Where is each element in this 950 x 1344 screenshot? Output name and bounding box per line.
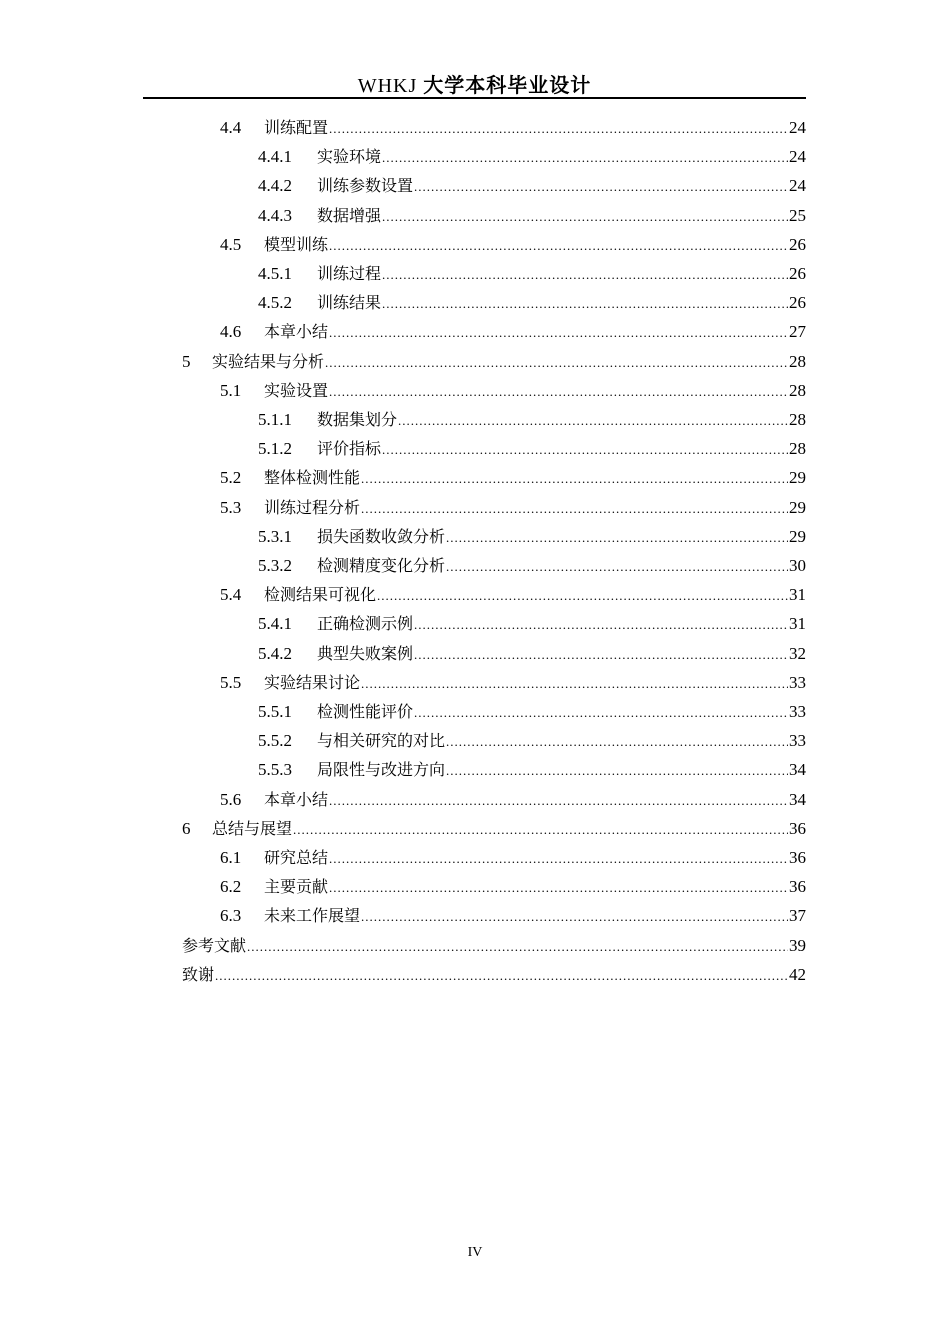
toc-entry-page: 32 xyxy=(789,643,806,663)
toc-entry[interactable] xyxy=(220,463,806,492)
toc-entry-page: 33 xyxy=(789,731,806,751)
toc-dot-leader xyxy=(329,844,788,873)
toc-entry[interactable] xyxy=(258,522,806,551)
toc-entry-number: 4.4.3 xyxy=(258,205,292,225)
toc-dot-leader xyxy=(325,348,788,377)
toc-entry-page: 33 xyxy=(789,702,806,721)
toc-dot-leader xyxy=(414,640,788,669)
toc-entry-number: 5.1 xyxy=(220,380,242,400)
toc-entry-title: 实验结果讨论 xyxy=(264,672,361,692)
toc-entry[interactable] xyxy=(220,376,806,405)
toc-entry-title: 局限性与改进方向 xyxy=(317,760,446,780)
toc-entry-page: 26 xyxy=(789,234,806,254)
toc-entry-page: 28 xyxy=(789,439,806,459)
toc-entry-number: 4.5 xyxy=(220,234,242,254)
toc-entry-title: 未来工作展望 xyxy=(264,906,361,926)
toc-entry-page: 36 xyxy=(789,877,806,897)
toc-entry-number: 5.5.1 xyxy=(258,702,292,721)
toc-entry-title: 检测性能评价 xyxy=(317,702,414,721)
toc-entry[interactable] xyxy=(182,814,806,843)
toc-entry-number: 4.4.1 xyxy=(258,147,292,167)
toc-entry-page: 29 xyxy=(789,526,806,546)
toc-entry-page: 28 xyxy=(789,351,806,371)
toc-dot-leader xyxy=(329,786,788,815)
header-title: 大学本科毕业设计 xyxy=(423,73,592,97)
toc-entry-number: 4.4 xyxy=(220,118,242,137)
toc-dot-leader xyxy=(382,435,788,464)
toc-entry-number: 6.3 xyxy=(220,906,242,926)
toc-entry-title: 本章小结 xyxy=(264,789,329,809)
toc-entry-page: 26 xyxy=(789,264,806,283)
toc-entry[interactable] xyxy=(258,639,806,668)
toc-entry-title: 本章小结 xyxy=(264,322,329,342)
toc-entry-title: 与相关研究的对比 xyxy=(317,731,446,751)
toc-entry[interactable] xyxy=(258,259,806,288)
toc-dot-leader xyxy=(446,756,788,785)
toc-entry[interactable] xyxy=(258,697,806,726)
toc-entry-number: 5.1.2 xyxy=(258,439,292,459)
toc-entry-number: 5.4 xyxy=(220,585,242,605)
toc-entry-title: 数据集划分 xyxy=(317,410,398,429)
toc-dot-leader xyxy=(215,961,788,990)
toc-entry-number: 5 xyxy=(182,351,191,371)
toc-dot-leader xyxy=(361,902,788,931)
toc-entry-number: 5.3 xyxy=(220,497,242,517)
toc-dot-leader xyxy=(377,581,788,610)
toc-entry-title: 训练过程分析 xyxy=(264,497,361,517)
toc-entry-page: 30 xyxy=(789,556,806,575)
toc-entry-title: 检测精度变化分析 xyxy=(317,556,446,575)
toc-entry[interactable] xyxy=(182,347,806,376)
toc-dot-leader xyxy=(329,114,788,143)
toc-entry-number: 6 xyxy=(182,818,191,838)
toc-entry-title: 实验结果与分析 xyxy=(212,351,325,371)
toc-entry-title: 主要贡献 xyxy=(264,877,329,897)
toc-entry-number: 5.1.1 xyxy=(258,410,292,429)
toc-entry-page: 37 xyxy=(789,906,806,926)
toc-dot-leader xyxy=(382,260,788,289)
toc-entry-title: 总结与展望 xyxy=(212,818,293,838)
toc-entry-page: 24 xyxy=(789,147,806,167)
toc-entry[interactable] xyxy=(258,609,806,638)
toc-entry-title: 训练配置 xyxy=(264,118,329,137)
toc-dot-leader xyxy=(247,932,788,961)
toc-entry[interactable] xyxy=(258,726,806,755)
toc-entry-title: 研究总结 xyxy=(264,848,329,867)
toc-entry-number: 5.2 xyxy=(220,468,242,488)
toc-entry[interactable] xyxy=(258,201,806,230)
toc-dot-leader xyxy=(329,377,788,406)
toc-entry-title: 检测结果可视化 xyxy=(264,585,377,605)
toc-entry-number: 6.2 xyxy=(220,877,242,897)
toc-entry-number: 5.5 xyxy=(220,672,242,692)
toc-entry-title: 训练结果 xyxy=(317,293,382,313)
toc-entry-title: 训练参数设置 xyxy=(317,176,414,196)
toc-entry[interactable] xyxy=(220,580,806,609)
toc-entry-page: 36 xyxy=(789,818,806,838)
toc-entry[interactable] xyxy=(220,785,806,814)
toc-dot-leader xyxy=(329,873,788,902)
toc-entry-page: 24 xyxy=(789,176,806,196)
toc-dot-leader xyxy=(446,552,788,581)
toc-entry[interactable] xyxy=(220,872,806,901)
toc-entry-number: 4.4.2 xyxy=(258,176,292,196)
toc-dot-leader xyxy=(361,464,788,493)
toc-entry[interactable] xyxy=(220,113,806,142)
toc-dot-leader xyxy=(382,289,788,318)
toc-dot-leader xyxy=(361,669,788,698)
toc-entry[interactable] xyxy=(220,493,806,522)
toc-entry-page: 34 xyxy=(789,760,806,780)
toc-entry-page: 28 xyxy=(789,380,806,400)
toc-dot-leader xyxy=(446,523,788,552)
toc-entry-page: 28 xyxy=(789,410,806,429)
toc-entry[interactable] xyxy=(258,288,806,317)
toc-entry-number: 5.5.3 xyxy=(258,760,292,780)
page-header xyxy=(143,72,806,99)
toc-dot-leader xyxy=(414,172,788,201)
toc-entry-page: 34 xyxy=(789,789,806,809)
toc-entry-title: 训练过程 xyxy=(317,264,382,283)
toc-entry[interactable] xyxy=(258,142,806,171)
toc-entry-title: 模型训练 xyxy=(264,234,329,254)
toc-entry[interactable] xyxy=(258,434,806,463)
toc-entry[interactable] xyxy=(220,668,806,697)
toc-dot-leader xyxy=(293,815,788,844)
toc-entry-page: 29 xyxy=(789,497,806,517)
header-rule xyxy=(143,97,806,99)
header-latin: WHKJ xyxy=(357,75,418,97)
toc-entry[interactable] xyxy=(220,843,806,872)
toc-entry-page: 36 xyxy=(789,848,806,867)
toc-entry-number: 5.5.2 xyxy=(258,731,292,751)
toc-dot-leader xyxy=(361,494,788,523)
toc-entry[interactable] xyxy=(220,230,806,259)
toc-entry-title: 典型失败案例 xyxy=(317,643,414,663)
toc-entry-title: 实验设置 xyxy=(264,380,329,400)
toc-entry-number: 5.4.2 xyxy=(258,643,292,663)
toc-entry-page: 27 xyxy=(789,322,806,342)
toc-entry[interactable] xyxy=(258,755,806,784)
toc-entry-title: 正确检测示例 xyxy=(317,614,414,634)
toc-entry-page: 33 xyxy=(789,672,806,692)
toc-entry-number: 5.3.1 xyxy=(258,526,292,546)
toc-dot-leader xyxy=(398,406,788,435)
toc-entry-title: 致谢 xyxy=(182,964,215,984)
toc-entry[interactable] xyxy=(258,551,806,580)
toc-entry-page: 24 xyxy=(789,118,806,137)
toc-dot-leader xyxy=(329,318,788,347)
toc-entry[interactable] xyxy=(220,317,806,346)
toc-entry-title: 损失函数收敛分析 xyxy=(317,526,446,546)
toc-entry-number: 4.5.1 xyxy=(258,264,292,283)
toc-entry[interactable] xyxy=(258,171,806,200)
toc-entry-number: 4.6 xyxy=(220,322,242,342)
toc-dot-leader xyxy=(382,202,788,231)
toc-dot-leader xyxy=(446,727,788,756)
toc-dot-leader xyxy=(329,231,788,260)
toc-entry[interactable] xyxy=(220,901,806,930)
toc-dot-leader xyxy=(414,698,788,727)
toc-entry-number: 4.5.2 xyxy=(258,293,292,313)
toc-entry[interactable] xyxy=(182,931,806,960)
toc-entry-title: 评价指标 xyxy=(317,439,382,459)
toc-entry-title: 实验环境 xyxy=(317,147,382,167)
toc-entry-page: 29 xyxy=(789,468,806,488)
toc-entry-page: 25 xyxy=(789,205,806,225)
toc-entry-title: 整体检测性能 xyxy=(264,468,361,488)
toc-entry-page: 26 xyxy=(789,293,806,313)
toc-dot-leader xyxy=(414,610,788,639)
toc-entry-page: 42 xyxy=(789,964,806,984)
toc-entry-page: 31 xyxy=(789,585,806,605)
toc-entry-page: 39 xyxy=(789,935,806,955)
toc-entry-page: 31 xyxy=(789,614,806,634)
toc-entry[interactable] xyxy=(182,960,806,989)
toc-entry-title: 参考文献 xyxy=(182,935,247,955)
toc-entry-number: 5.4.1 xyxy=(258,614,292,634)
toc-entry[interactable] xyxy=(258,405,806,434)
toc-entry-number: 5.6 xyxy=(220,789,242,809)
toc-entry-title: 数据增强 xyxy=(317,205,382,225)
toc-dot-leader xyxy=(382,143,788,172)
toc-entry-number: 6.1 xyxy=(220,848,242,867)
toc-entry-number: 5.3.2 xyxy=(258,556,292,575)
page-number: IV xyxy=(467,1245,483,1260)
